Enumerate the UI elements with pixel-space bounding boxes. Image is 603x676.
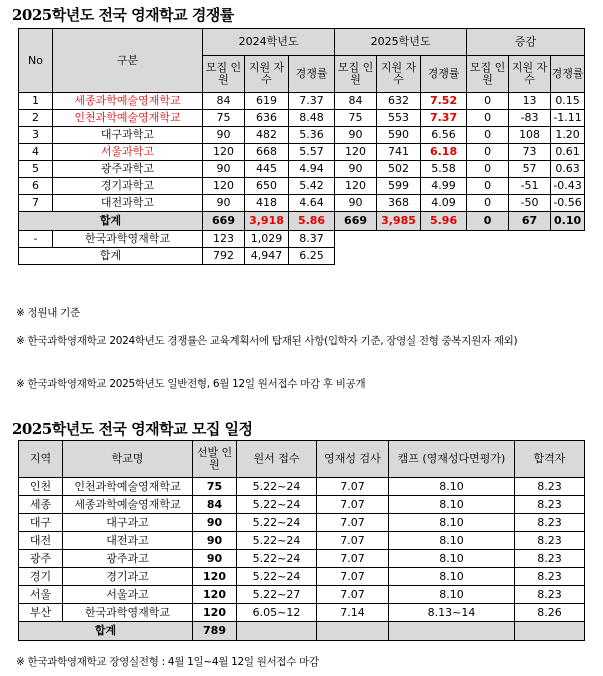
subheader-cell: 경쟁률 <box>551 56 585 93</box>
schedule-table <box>18 440 585 641</box>
schedule-cell: 7.07 <box>317 586 389 604</box>
value-cell: 502 <box>377 161 421 178</box>
sum-cell: 5.96 <box>421 212 467 231</box>
table-row <box>19 586 585 604</box>
value-cell: 0 <box>467 178 509 195</box>
value-cell: 553 <box>377 110 421 127</box>
value-cell: 7.37 <box>421 110 467 127</box>
schedule-cell: 5.22~24 <box>237 532 317 550</box>
schedule-header-cell: 캠프 (영재성다면평가) <box>389 441 515 478</box>
value-cell: 90 <box>203 195 245 212</box>
table-row <box>19 478 585 496</box>
subheader-cell: 지원 자수 <box>509 56 551 93</box>
value-cell: 120 <box>335 178 377 195</box>
schedule-cell: 8.23 <box>515 568 585 586</box>
value-cell: 0 <box>467 161 509 178</box>
value-cell: -51 <box>509 178 551 195</box>
value-cell: 619 <box>245 93 289 110</box>
value-cell: 84 <box>335 93 377 110</box>
value-cell: 0 <box>467 93 509 110</box>
value-cell: 6.56 <box>421 127 467 144</box>
value-cell: 1.20 <box>551 127 585 144</box>
schedule-cell: 8.10 <box>389 568 515 586</box>
value-cell: 5.42 <box>289 178 335 195</box>
table-row <box>19 93 585 110</box>
table-row <box>19 604 585 622</box>
kaist-name: 한국과학영재학교 <box>53 231 203 248</box>
schedule-sum-value: 789 <box>193 622 237 641</box>
school-name: 대구과학고 <box>53 127 203 144</box>
schedule-cell: 7.07 <box>317 532 389 550</box>
value-cell: 0.63 <box>551 161 585 178</box>
schedule-cell: 8.23 <box>515 550 585 568</box>
kaist-row <box>19 231 585 248</box>
school-name: 인천과학예술영재학교 <box>53 110 203 127</box>
value-cell: 4.09 <box>421 195 467 212</box>
value-cell: 4.64 <box>289 195 335 212</box>
subheader-cell: 경쟁률 <box>289 56 335 93</box>
subheader-cell: 지원 자수 <box>245 56 289 93</box>
school-name: 서울과학고 <box>53 144 203 161</box>
schedule-cell: 세종과학예술영재학교 <box>63 496 193 514</box>
schedule-cell: 7.07 <box>317 568 389 586</box>
value-cell: 90 <box>335 161 377 178</box>
competition-sum-row <box>19 212 585 231</box>
schedule-header-cell: 선발 인원 <box>193 441 237 478</box>
schedule-cell: 5.22~24 <box>237 550 317 568</box>
subheader-cell: 경쟁률 <box>421 56 467 93</box>
value-cell: 5.57 <box>289 144 335 161</box>
sum-cell: 5.86 <box>289 212 335 231</box>
row-no: 5 <box>19 161 53 178</box>
value-cell: 0.15 <box>551 93 585 110</box>
schedule-header-cell: 합격자 <box>515 441 585 478</box>
row-no: 6 <box>19 178 53 195</box>
value-cell: 120 <box>335 144 377 161</box>
schedule-cell: 한국과학영재학교 <box>63 604 193 622</box>
total-cell: 792 <box>203 248 245 265</box>
schedule-cell: 인천 <box>19 478 63 496</box>
schedule-cell: 세종 <box>19 496 63 514</box>
empty-cell <box>335 231 585 248</box>
value-cell: 90 <box>335 195 377 212</box>
value-cell: 84 <box>203 93 245 110</box>
value-cell: -1.11 <box>551 110 585 127</box>
value-cell: 636 <box>245 110 289 127</box>
value-cell: 90 <box>203 127 245 144</box>
schedule-cell: 8.23 <box>515 586 585 604</box>
total-row <box>19 248 585 265</box>
value-cell: 741 <box>377 144 421 161</box>
table-row <box>19 161 585 178</box>
value-cell: -83 <box>509 110 551 127</box>
value-cell: 57 <box>509 161 551 178</box>
note-quota: ※ 정원내 기준 <box>16 307 80 319</box>
value-cell: 108 <box>509 127 551 144</box>
schedule-cell: 7.07 <box>317 478 389 496</box>
kaist-no: - <box>19 231 53 248</box>
empty-cell <box>335 248 585 265</box>
schedule-cell: 인천과학예술영재학교 <box>63 478 193 496</box>
table-row <box>19 110 585 127</box>
note-kaist-jangyeongsil: ※ 한국과학영재학교 장영실전형 : 4월 1일~4월 12일 원서접수 마감 <box>16 656 319 668</box>
school-name: 경기과학고 <box>53 178 203 195</box>
schedule-cell: 대구과고 <box>63 514 193 532</box>
subheader-cell: 모집 인원 <box>203 56 245 93</box>
schedule-cell: 7.14 <box>317 604 389 622</box>
subheader-cell: 모집 인원 <box>467 56 509 93</box>
schedule-cell: 84 <box>193 496 237 514</box>
schedule-cell: 서울과고 <box>63 586 193 604</box>
schedule-title: 2025학년도 전국 영재학교 모집 일정 <box>12 420 253 438</box>
schedule-cell: 90 <box>193 514 237 532</box>
value-cell: 590 <box>377 127 421 144</box>
schedule-cell: 90 <box>193 550 237 568</box>
sum-label: 합계 <box>19 212 203 231</box>
header-change: 증감 <box>467 29 585 56</box>
table-row <box>19 514 585 532</box>
value-cell: 668 <box>245 144 289 161</box>
value-cell: 120 <box>203 178 245 195</box>
value-cell: 0 <box>467 195 509 212</box>
schedule-cell: 5.22~24 <box>237 478 317 496</box>
schedule-sum-label: 합계 <box>19 622 193 641</box>
schedule-cell: 광주과고 <box>63 550 193 568</box>
total-label: 합계 <box>19 248 203 265</box>
value-cell: -50 <box>509 195 551 212</box>
schedule-cell: 8.10 <box>389 550 515 568</box>
table-row <box>19 550 585 568</box>
table-row <box>19 568 585 586</box>
schedule-cell: 부산 <box>19 604 63 622</box>
schedule-cell: 7.07 <box>317 496 389 514</box>
value-cell: 7.37 <box>289 93 335 110</box>
table-row <box>19 178 585 195</box>
header-division: 구분 <box>53 29 203 93</box>
value-cell: 75 <box>203 110 245 127</box>
value-cell: 5.36 <box>289 127 335 144</box>
value-cell: 599 <box>377 178 421 195</box>
value-cell: 632 <box>377 93 421 110</box>
value-cell: 8.48 <box>289 110 335 127</box>
schedule-cell: 5.22~24 <box>237 568 317 586</box>
subheader-cell: 모집 인원 <box>335 56 377 93</box>
table-row <box>19 532 585 550</box>
header-2025: 2025학년도 <box>335 29 467 56</box>
note-kaist-2025: ※ 한국과학영재학교 2025학년도 일반전형, 6월 12일 원서접수 마감 후 비공개 <box>16 378 366 390</box>
schedule-header-cell: 학교명 <box>63 441 193 478</box>
value-cell: 445 <box>245 161 289 178</box>
schedule-cell: 8.23 <box>515 478 585 496</box>
schedule-cell: 대전과고 <box>63 532 193 550</box>
sum-cell: 3,918 <box>245 212 289 231</box>
schedule-cell: 8.23 <box>515 496 585 514</box>
schedule-header-cell: 지역 <box>19 441 63 478</box>
value-cell: 0 <box>467 110 509 127</box>
subheader-cell: 지원 자수 <box>377 56 421 93</box>
schedule-cell: 8.10 <box>389 586 515 604</box>
schedule-cell: 8.23 <box>515 532 585 550</box>
value-cell: 90 <box>203 161 245 178</box>
schedule-sum-row <box>19 622 585 641</box>
school-name: 대전과학고 <box>53 195 203 212</box>
row-no: 1 <box>19 93 53 110</box>
sum-cell: 0 <box>467 212 509 231</box>
value-cell: 90 <box>335 127 377 144</box>
row-no: 2 <box>19 110 53 127</box>
header-2024: 2024학년도 <box>203 29 335 56</box>
value-cell: 73 <box>509 144 551 161</box>
sum-cell: 67 <box>509 212 551 231</box>
total-cell: 4,947 <box>245 248 289 265</box>
value-cell: 368 <box>377 195 421 212</box>
value-cell: 120 <box>203 144 245 161</box>
schedule-header-cell: 영재성 검사 <box>317 441 389 478</box>
table-row <box>19 144 585 161</box>
schedule-cell: 서울 <box>19 586 63 604</box>
value-cell: 75 <box>335 110 377 127</box>
sum-cell: 3,985 <box>377 212 421 231</box>
school-name: 광주과학고 <box>53 161 203 178</box>
schedule-cell: 광주 <box>19 550 63 568</box>
empty-cell <box>317 622 389 641</box>
sum-cell: 669 <box>335 212 377 231</box>
schedule-cell: 경기과고 <box>63 568 193 586</box>
row-no: 7 <box>19 195 53 212</box>
schedule-cell: 120 <box>193 568 237 586</box>
schedule-cell: 경기 <box>19 568 63 586</box>
school-name: 세종과학예술영재학교 <box>53 93 203 110</box>
schedule-cell: 6.05~12 <box>237 604 317 622</box>
value-cell: 0.61 <box>551 144 585 161</box>
schedule-cell: 90 <box>193 532 237 550</box>
empty-cell <box>237 622 317 641</box>
row-no: 4 <box>19 144 53 161</box>
schedule-cell: 8.10 <box>389 514 515 532</box>
total-cell: 6.25 <box>289 248 335 265</box>
kaist-cell: 1,029 <box>245 231 289 248</box>
value-cell: 4.94 <box>289 161 335 178</box>
value-cell: 650 <box>245 178 289 195</box>
schedule-cell: 대구 <box>19 514 63 532</box>
table-row <box>19 195 585 212</box>
schedule-cell: 8.23 <box>515 514 585 532</box>
value-cell: 4.99 <box>421 178 467 195</box>
note-kaist-2024: ※ 한국과학영재학교 2024학년도 경쟁률은 교육계획서에 탑재된 사항(입학자 기준, 장영실 전형 중복지원자 제외) <box>16 335 518 347</box>
schedule-cell: 8.10 <box>389 478 515 496</box>
value-cell: 6.18 <box>421 144 467 161</box>
kaist-cell: 123 <box>203 231 245 248</box>
schedule-cell: 120 <box>193 604 237 622</box>
schedule-cell: 8.10 <box>389 496 515 514</box>
schedule-header-cell: 원서 접수 <box>237 441 317 478</box>
sum-cell: 669 <box>203 212 245 231</box>
schedule-cell: 7.07 <box>317 514 389 532</box>
table-row <box>19 496 585 514</box>
schedule-cell: 8.10 <box>389 532 515 550</box>
competition-title: 2025학년도 전국 영재학교 경쟁률 <box>12 6 234 24</box>
empty-cell <box>389 622 515 641</box>
value-cell: -0.43 <box>551 178 585 195</box>
value-cell: 0 <box>467 127 509 144</box>
schedule-cell: 7.07 <box>317 550 389 568</box>
schedule-cell: 120 <box>193 586 237 604</box>
schedule-cell: 대전 <box>19 532 63 550</box>
value-cell: 418 <box>245 195 289 212</box>
competition-table <box>18 28 585 265</box>
schedule-cell: 8.26 <box>515 604 585 622</box>
value-cell: 5.58 <box>421 161 467 178</box>
sum-cell: 0.10 <box>551 212 585 231</box>
value-cell: 0 <box>467 144 509 161</box>
value-cell: 482 <box>245 127 289 144</box>
schedule-cell: 75 <box>193 478 237 496</box>
kaist-cell: 8.37 <box>289 231 335 248</box>
value-cell: 7.52 <box>421 93 467 110</box>
empty-cell <box>515 622 585 641</box>
table-row <box>19 127 585 144</box>
schedule-cell: 5.22~24 <box>237 496 317 514</box>
schedule-cell: 5.22~27 <box>237 586 317 604</box>
schedule-cell: 8.13~14 <box>389 604 515 622</box>
value-cell: -0.56 <box>551 195 585 212</box>
header-no: No <box>19 29 53 93</box>
value-cell: 13 <box>509 93 551 110</box>
schedule-cell: 5.22~24 <box>237 514 317 532</box>
row-no: 3 <box>19 127 53 144</box>
